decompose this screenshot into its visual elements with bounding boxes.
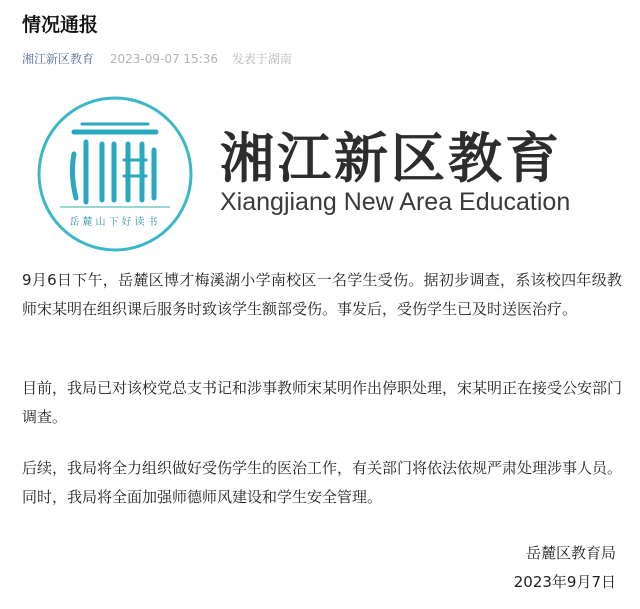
body-paragraph-1: 9月6日下午，岳麓区博才梅溪湖小学南校区一名学生受伤。据初步调查，系该校四年级教师宋某明在组织课后服务时致该学生额部受伤。事发后，受伤学生已及时送医治疗。 <box>22 271 622 318</box>
publish-time: 2023-09-07 15:36 <box>109 52 218 66</box>
banner-name-cn: 湘江新区教育 <box>220 127 562 190</box>
publish-location: 发表于湖南 <box>231 52 292 66</box>
signature: 岳麓区教育局 <box>525 544 616 562</box>
body-paragraph-3: 后续，我局将全力组织做好受伤学生的医治工作，有关部门将依法依规严肃处理涉事人员。同时，我局将全面加强师德师风建设和学生安全管理。 <box>22 459 623 506</box>
logo-motto: 岳麓山下好读书 <box>69 217 161 228</box>
signature-date: 2023年9月7日 <box>513 573 616 591</box>
article-title: 情况通报 <box>22 14 99 36</box>
banner-image <box>22 88 622 258</box>
logo-emblem-icon <box>30 94 200 254</box>
article-meta <box>22 50 292 67</box>
body-paragraph-2: 目前，我局已对该校党总支书记和涉事教师宋某明作出停职处理，宋某明正在接受公安部门调查。 <box>22 379 623 426</box>
banner-name-en: Xiangjiang New Area Education <box>220 188 571 216</box>
account-name-link[interactable]: 湘江新区教育 <box>22 52 95 66</box>
